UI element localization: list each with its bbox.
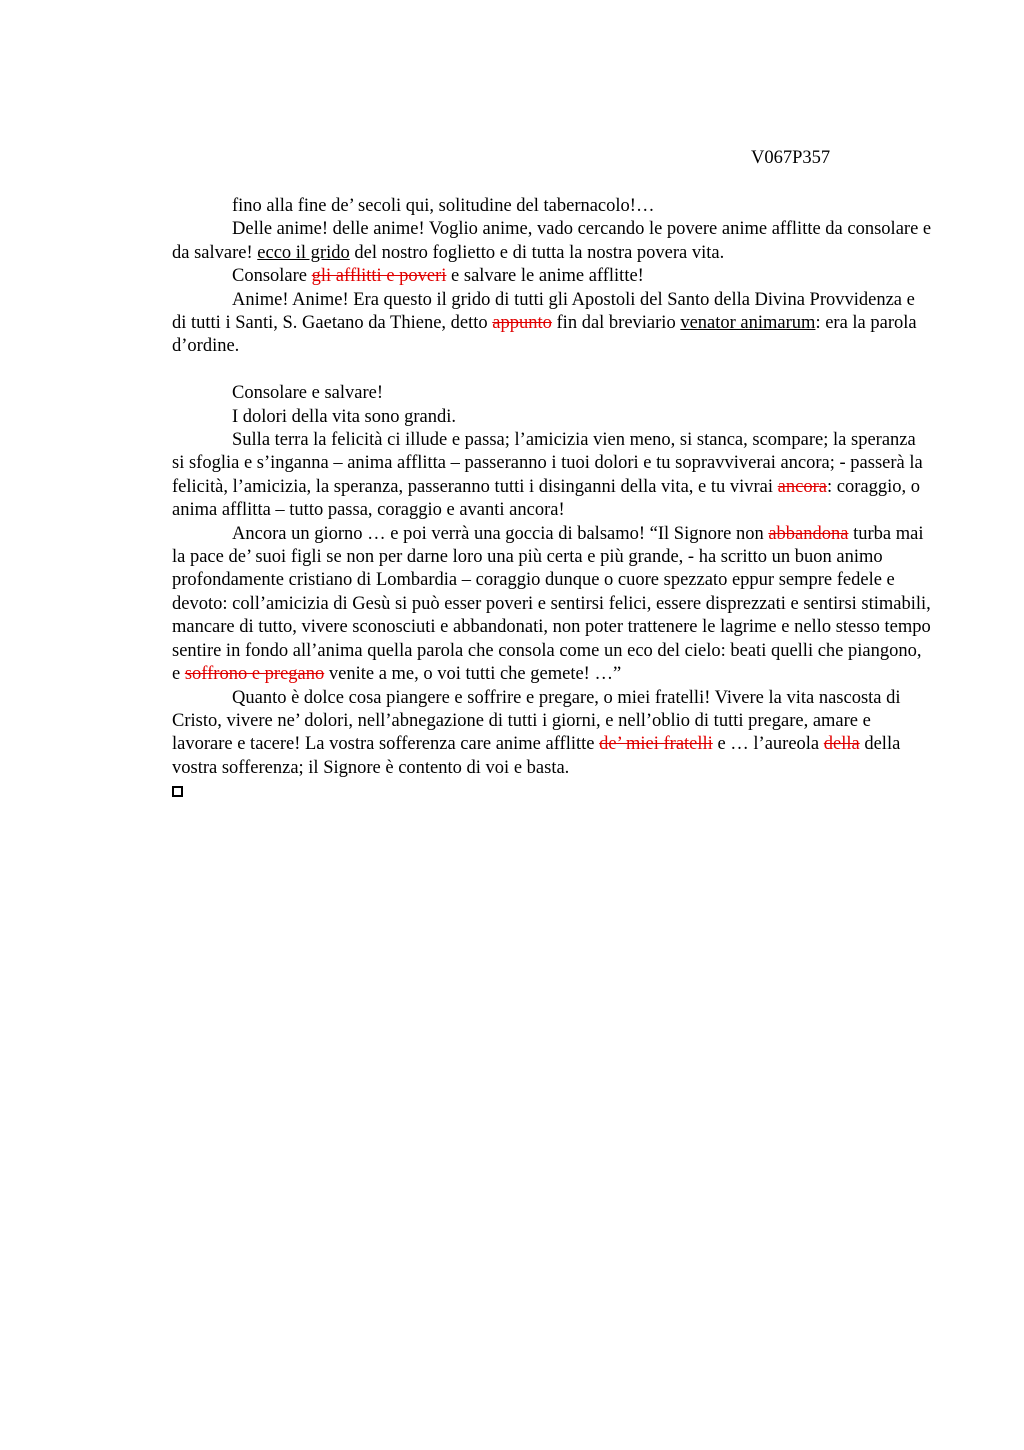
deleted-text: de’ miei fratelli bbox=[599, 734, 713, 755]
page-code: V067P357 bbox=[751, 148, 831, 168]
checkbox-square-icon bbox=[172, 786, 183, 797]
deleted-text: abbandona bbox=[768, 523, 849, 544]
paragraph-gap bbox=[172, 359, 932, 382]
paragraph-2: Delle anime! delle anime! Voglio anime, vado cercando le povere anime afflitte da consolare e da salvare! ecco il grido del nostro foglietto e di tutta la nostra povera vita. bbox=[172, 219, 932, 263]
deleted-text: ancora bbox=[777, 476, 827, 497]
paragraph-9: Quanto è dolce cosa piangere e soffrire e pregare, o miei fratelli! Vivere la vita nascosta di Cristo, vivere ne’ dolori, nell’abnegazione di tutti i giorni, e nell’oblio di tutti pregare, amare e lavorare e tacere! La vostra sofferenza care anime afflitte de’ miei fratelli e … l’aureola della della vostra sofferenza; il Signore è contento di voi e basta. bbox=[172, 687, 901, 778]
underlined-text: venator animarum bbox=[680, 313, 816, 334]
deleted-text: della bbox=[823, 734, 860, 755]
paragraph-4: Anime! Anime! Era questo il grido di tutti gli Apostoli del Santo della Divina Provvidenza e di tutti i Santi, S. Gaetano da Thiene, detto appunto fin dal breviario venator animarum: era la parola d’ordine. bbox=[172, 289, 917, 357]
paragraph-5: Consolare e salvare! bbox=[232, 383, 384, 404]
paragraph-6: I dolori della vita sono grandi. bbox=[232, 406, 457, 427]
end-mark bbox=[172, 780, 932, 804]
paragraph-7: Sulla terra la felicità ci illude e passa; l’amicizia vien meno, si stanca, scompare; la speranza si sfoglia e s’inganna – anima afflitta – passeranno i tuoi dolori e tu sopravviverai ancora; - passerà la felicità, l’amicizia, la speranza, passeranno tutti i disinganni della vita, e tu vivrai ancora: coraggio, o anima afflitta – tutto passa, coraggio e avanti ancora! bbox=[172, 430, 923, 521]
underlined-text: ecco il grido bbox=[257, 242, 350, 263]
paragraph-8: Ancora un giorno … e poi verrà una goccia di balsamo! “Il Signore non abbandona turba mai la pace de’ suoi figli se non per darne loro una più certa e più grande, - ha scritto un buon animo profondamente cristiano di Lombardia – coraggio dunque o cuore spezzato eppur sempre fedele e devoto: coll’amicizia di Gesù si può esser poveri e sentirsi felici, essere disprezzati e sentirsi stimabili, mancare di tutto, vivere sconosciuti e abbandonati, non poter trattenere le lagrime e nello stesso tempo sentire in fondo all’anima quella parola che consola come un eco del cielo: beati quelli che piangono, e soffrono e pregano venite a me, o voi tutti che gemete! …” bbox=[172, 523, 931, 685]
deleted-text: soffrono e pregano bbox=[184, 664, 325, 685]
document-body bbox=[172, 195, 932, 805]
paragraph-3: Consolare gli afflitti e poveri e salvare le anime afflitte! bbox=[232, 266, 644, 287]
paragraph-1: fino alla fine de’ secoli qui, solitudine del tabernacolo!… bbox=[232, 196, 655, 216]
deleted-text: appunto bbox=[492, 313, 552, 334]
deleted-text: gli afflitti e poveri bbox=[311, 266, 447, 287]
